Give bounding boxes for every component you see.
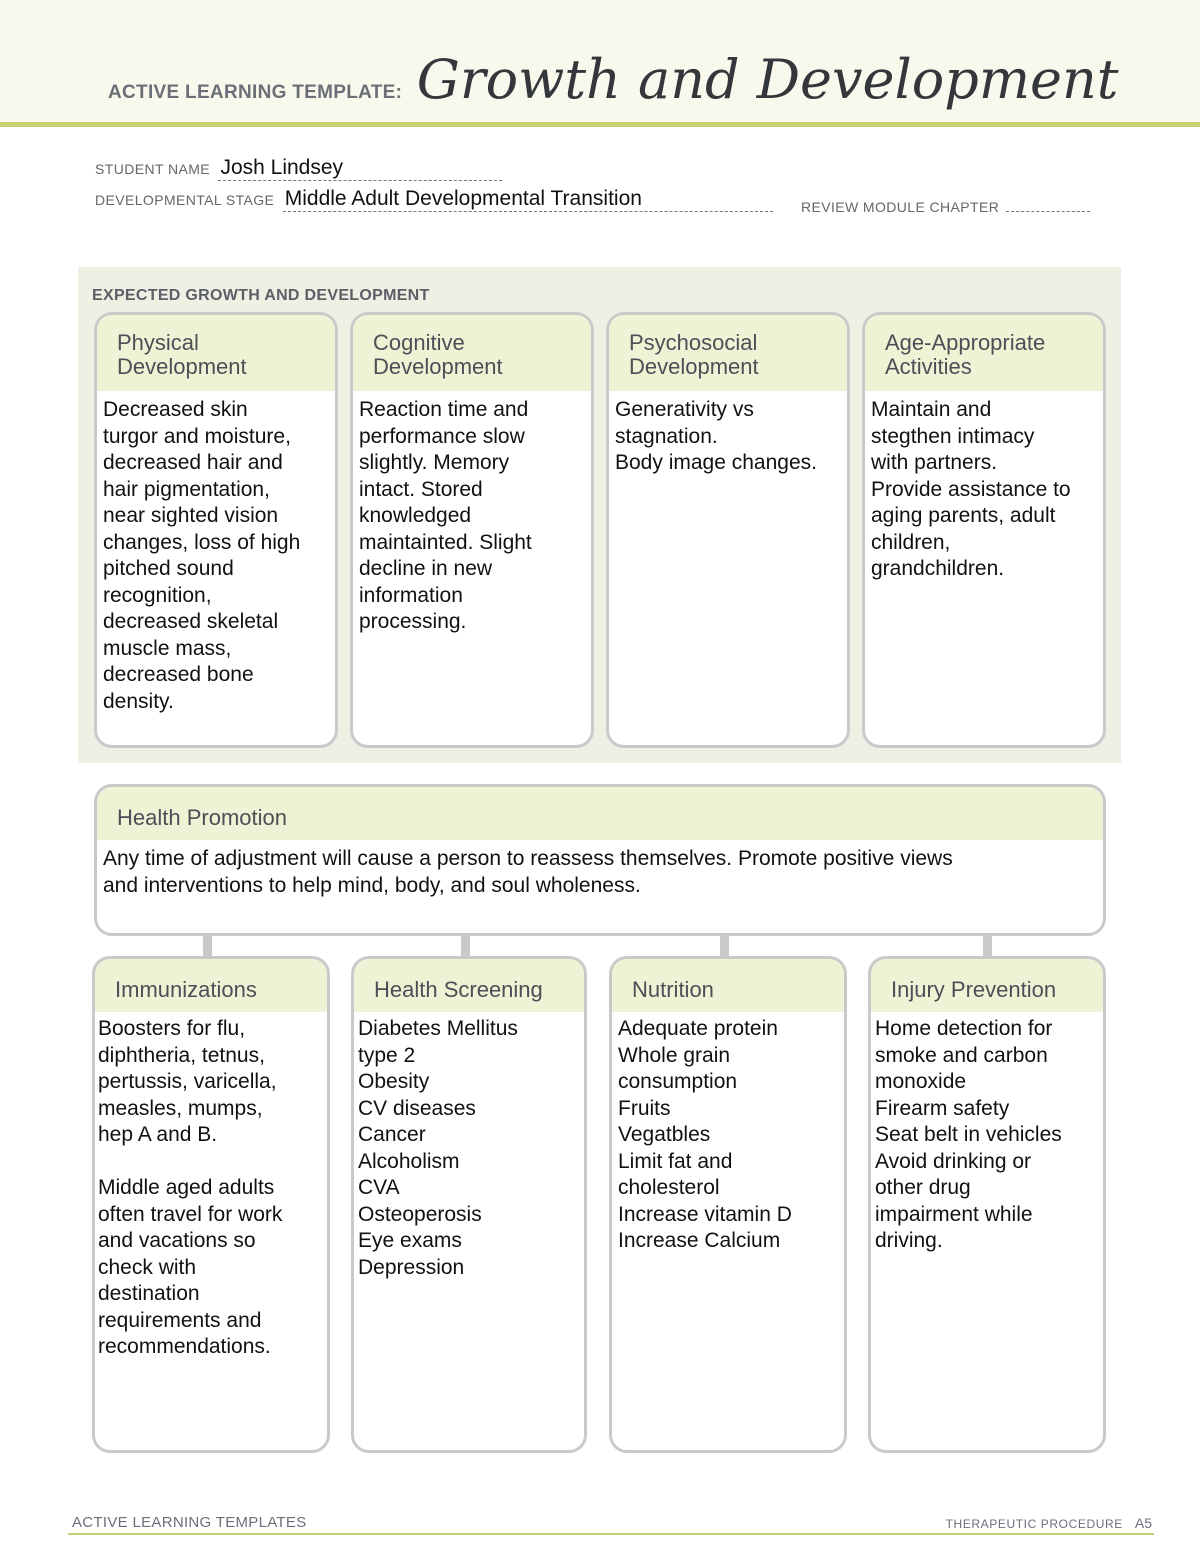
nutrition-text[interactable]: Adequate protein Whole grain consumption Fruits Vegatbles Limit fat and cholesterol Increase vitamin D Increase Calcium (618, 1017, 792, 1252)
connector-injury-prevention (983, 934, 992, 956)
page-number: A5 (1134, 1515, 1152, 1531)
header-divider (0, 122, 1200, 127)
injury-prevention-title: Injury Prevention (871, 959, 1103, 1012)
cognitive-development-title: Cognitive Development (353, 315, 591, 391)
psychosocial-development-title: Psychosocial Development (609, 315, 847, 391)
footer-divider (68, 1533, 1154, 1535)
immunizations-title: Immunizations (95, 959, 327, 1012)
psychosocial-development-box (606, 312, 850, 748)
health-screening-text[interactable]: Diabetes Mellitus type 2 Obesity CV diseases Cancer Alcoholism CVA Osteoperosis Eye exams Depression (358, 1017, 518, 1279)
psychosocial-development-text[interactable]: Generativity vs stagnation. Body image changes. (615, 398, 817, 474)
developmental-stage-field[interactable]: Middle Adult Developmental Transition (283, 187, 773, 212)
student-name-row (95, 156, 502, 181)
cognitive-development-text[interactable]: Reaction time and performance slow slightly. Memory intact. Stored knowledged maintainted. Slight decline in new information processing. (359, 398, 532, 633)
template-label: ACTIVE LEARNING TEMPLATE: (108, 82, 403, 103)
footer-procedure-label: THERAPEUTIC PROCEDURE (945, 1517, 1123, 1531)
review-module-field[interactable] (1006, 197, 1090, 212)
connector-health-screening (461, 934, 470, 956)
page-title: Growth and Development (416, 48, 1119, 111)
page-header (108, 48, 1118, 111)
injury-prevention-text[interactable]: Home detection for smoke and carbon monoxide Firearm safety Seat belt in vehicles Avoid drinking or other drug impairment while driving. (875, 1017, 1062, 1252)
cognitive-development-box (350, 312, 594, 748)
footer-right (946, 1515, 1152, 1531)
connector-immunizations (203, 934, 212, 956)
expected-section-title: EXPECTED GROWTH AND DEVELOPMENT (92, 287, 430, 304)
health-promotion-title: Health Promotion (97, 787, 1103, 840)
developmental-stage-label: DEVELOPMENTAL STAGE (95, 192, 275, 208)
review-module-row (801, 197, 1090, 217)
review-module-label: REVIEW MODULE CHAPTER (801, 199, 1000, 215)
nutrition-box (609, 956, 847, 1453)
age-appropriate-activities-box (862, 312, 1106, 748)
health-promotion-box (94, 784, 1106, 936)
physical-development-title: Physical Development (97, 315, 335, 391)
injury-prevention-box (868, 956, 1106, 1453)
student-name-label: STUDENT NAME (95, 161, 210, 177)
nutrition-title: Nutrition (612, 959, 844, 1012)
health-screening-box (351, 956, 587, 1453)
footer-left-label: ACTIVE LEARNING TEMPLATES (72, 1514, 307, 1531)
developmental-stage-row (95, 187, 773, 212)
health-promotion-text[interactable]: Any time of adjustment will cause a person to reassess themselves. Promote positive views and interventions to help mind, body, and soul wholeness. (103, 847, 953, 897)
health-screening-title: Health Screening (354, 959, 584, 1012)
immunizations-box (92, 956, 330, 1453)
age-appropriate-activities-title: Age-Appropriate Activities (865, 315, 1103, 391)
student-name-field[interactable]: Josh Lindsey (218, 156, 502, 181)
immunizations-text[interactable]: Boosters for flu, diphtheria, tetnus, pertussis, varicella, measles, mumps, hep A and B. Middle aged adults often travel for work and vacations so check with destination requirements and recommendations. (98, 1017, 283, 1358)
connector-nutrition (720, 934, 729, 956)
age-appropriate-activities-text[interactable]: Maintain and stegthen intimacy with partners. Provide assistance to aging parents, adult children, grandchildren. (871, 398, 1071, 580)
physical-development-text[interactable]: Decreased skin turgor and moisture, decreased hair and hair pigmentation, near sighted vision changes, loss of high pitched sound recognition, decreased skeletal muscle mass, decreased bone density. (103, 398, 301, 713)
physical-development-box (94, 312, 338, 748)
